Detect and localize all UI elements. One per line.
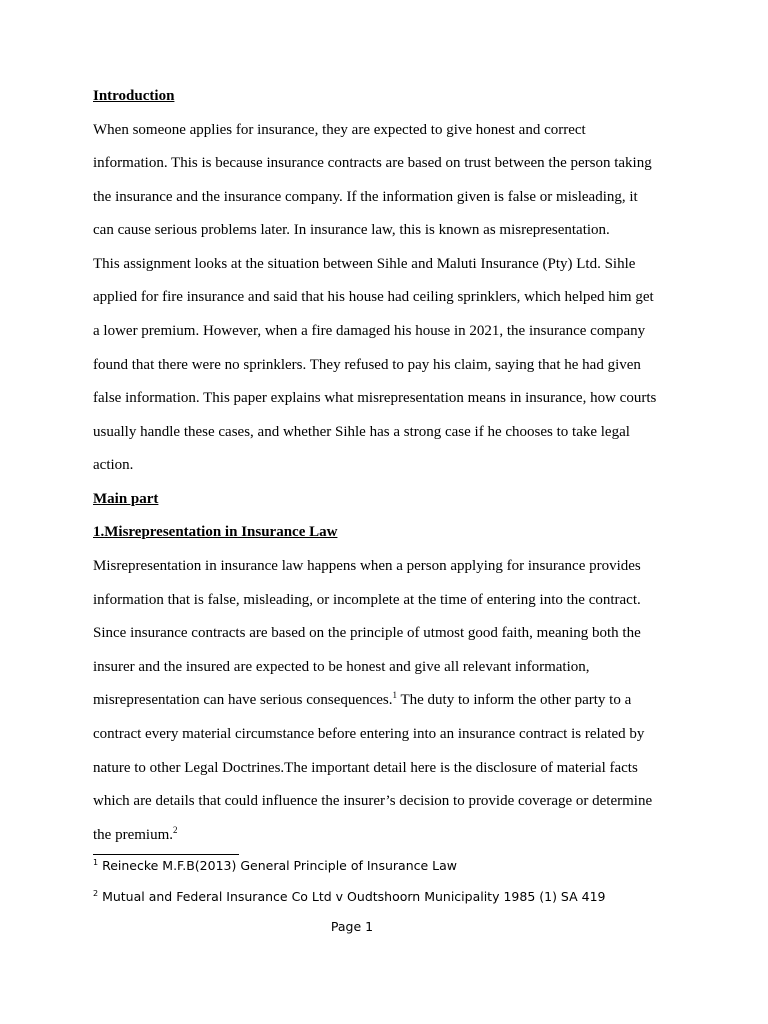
body-text: misrepresentation can have serious consequences. [93, 692, 393, 708]
body-text: the premium. [93, 827, 173, 843]
intro-line: can cause serious problems later. In insurance law, this is known as misrepresentation. [93, 222, 610, 238]
footnote-reference-1[interactable]: 1 [392, 690, 397, 700]
main-part-heading: Main part [93, 491, 159, 507]
body-line: insurer and the insured are expected to be honest and give all relevant information, [93, 659, 590, 675]
body-line: which are details that could influence the insurer’s decision to provide coverage or determine [93, 793, 653, 809]
footnote-marker: 2 [93, 889, 99, 898]
body-line: information that is false, misleading, or incomplete at the time of entering into the contract. [93, 592, 641, 608]
intro-line: This assignment looks at the situation between Sihle and Maluti Insurance (Pty) Ltd. Sihle [93, 256, 636, 272]
body-text: The duty to inform the other party to a [396, 692, 632, 708]
intro-line: the insurance and the insurance company. If the information given is false or misleading, it [93, 189, 638, 205]
footnote-text: Mutual and Federal Insurance Co Ltd v Oudtshoorn Municipality 1985 (1) SA 419 [98, 889, 606, 904]
footnote-marker: 1 [93, 858, 99, 867]
footnote-2 [93, 889, 605, 905]
intro-line: action. [93, 457, 134, 473]
intro-line: information. This is because insurance contracts are based on trust between the person taking [93, 155, 652, 171]
footnote-reference-2[interactable]: 2 [172, 825, 178, 835]
intro-line: applied for fire insurance and said that his house had ceiling sprinklers, which helped him get [93, 289, 654, 305]
page-number: Page 1 [330, 919, 374, 934]
section-heading: 1.Misrepresentation in Insurance Law [93, 524, 338, 540]
intro-heading: Introduction [93, 88, 175, 104]
intro-line: usually handle these cases, and whether Sihle has a strong case if he chooses to take legal [93, 424, 630, 440]
body-line-with-footnote [93, 826, 177, 844]
intro-line: found that there were no sprinklers. They refused to pay his claim, saying that he had given [93, 357, 641, 373]
footnote-separator [93, 854, 239, 855]
body-line: contract every material circumstance before entering into an insurance contract is related by [93, 726, 645, 742]
body-line-with-footnote [93, 691, 631, 709]
footnote-1 [93, 858, 457, 874]
body-line: Misrepresentation in insurance law happens when a person applying for insurance provides [93, 558, 641, 574]
intro-line: false information. This paper explains what misrepresentation means in insurance, how courts [93, 390, 657, 406]
body-line: nature to other Legal Doctrines.The important detail here is the disclosure of material facts [93, 760, 638, 776]
body-line: Since insurance contracts are based on the principle of utmost good faith, meaning both the [93, 625, 641, 641]
intro-line: a lower premium. However, when a fire damaged his house in 2021, the insurance company [93, 323, 646, 339]
footnote-text: Reinecke M.F.B(2013) General Principle of Insurance Law [98, 858, 457, 873]
intro-line: When someone applies for insurance, they are expected to give honest and correct [93, 122, 586, 138]
